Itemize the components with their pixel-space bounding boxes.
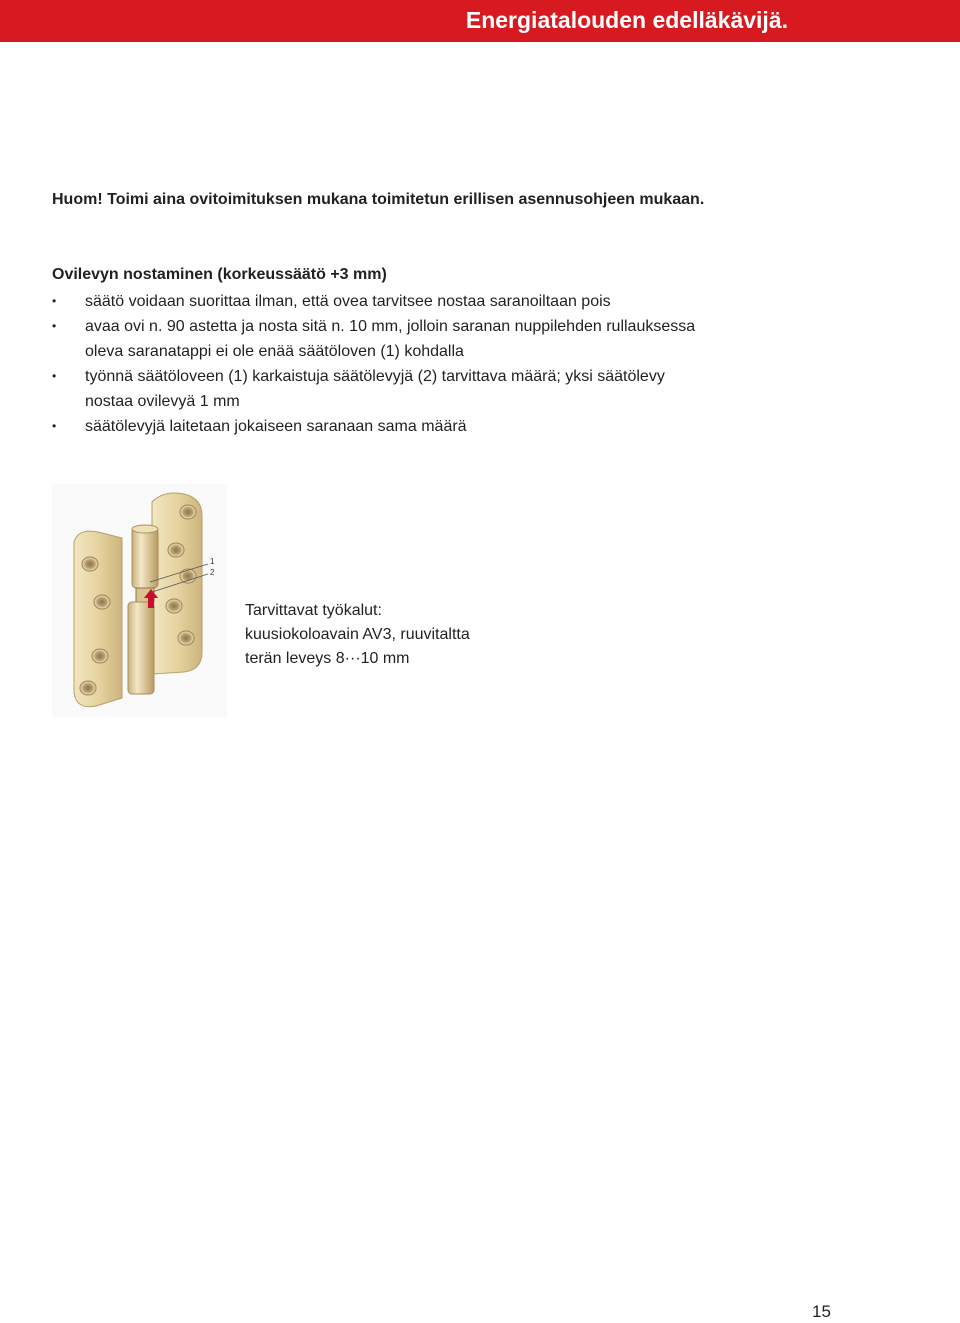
upper-barrel — [132, 528, 158, 588]
section-title: Ovilevyn nostaminen (korkeussäätö +3 mm) — [52, 266, 387, 283]
tools-info — [245, 599, 470, 671]
left-hinge-leaf — [74, 531, 122, 707]
list-item-text: työnnä säätöloveen (1) karkaistuja säätölevyjä (2) tarvittava määrä; yksi säätölevy nostaa ovilevyä 1 mm — [85, 368, 665, 410]
bullet-icon: • — [52, 319, 57, 333]
notice-text: Huom! Toimi aina ovitoimituksen mukana toimitetun erillisen asennusohjeen mukaan. — [52, 191, 705, 208]
bullet-icon: • — [52, 294, 57, 308]
callout-1-label: 1 — [210, 557, 215, 566]
lower-barrel — [128, 602, 154, 694]
right-hinge-leaf — [152, 493, 202, 674]
tools-heading: Tarvittavat työkalut: — [245, 602, 382, 619]
header-title: Energiatalouden edelläkävijä. — [465, 7, 788, 33]
tools-line: kuusiokoloavain AV3, ruuvitaltta — [245, 626, 470, 643]
list-item — [52, 289, 712, 314]
list-item-text: avaa ovi n. 90 astetta ja nosta sitä n. 10 mm, jolloin saranan nuppilehden rullauksessa oleva saranatappi ei ole enää säätöloven (1) kohdalla — [85, 318, 696, 360]
bullet-icon: • — [52, 419, 57, 433]
instruction-list — [52, 289, 712, 439]
tools-line: terän leveys 8···10 mm — [245, 650, 410, 667]
list-item — [52, 414, 712, 439]
list-item — [52, 314, 712, 364]
list-item-text: säätölevyjä laitetaan jokaiseen saranaan sama määrä — [85, 418, 467, 435]
hinge-illustration — [52, 484, 227, 718]
page-number: 15 — [812, 1302, 831, 1321]
list-item-text: säätö voidaan suorittaa ilman, että ovea tarvitsee nostaa saranoiltaan pois — [85, 293, 611, 310]
list-item — [52, 364, 712, 414]
callout-2-label: 2 — [210, 568, 215, 577]
bullet-icon: • — [52, 369, 57, 383]
header-band — [0, 0, 960, 42]
